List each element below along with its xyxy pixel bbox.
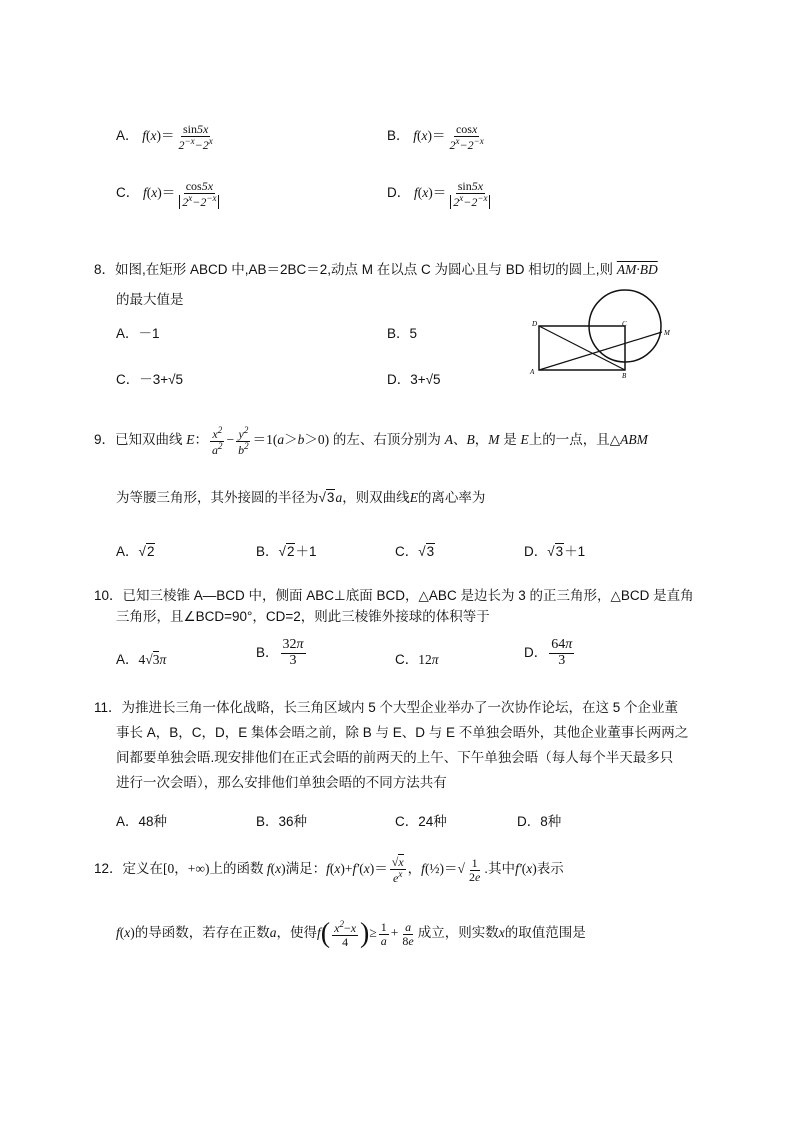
q10-option-d-value: $\frac{64\pi}{3}$	[551, 637, 573, 668]
q9-line2	[116, 486, 485, 506]
label-b: B	[622, 372, 627, 380]
label-m: M	[664, 329, 670, 337]
q11-line2: 事长 A，B，C，D，E 集体会晤之前，除 B 与 E、D 与 E 不单独会晤外，其他企业董事长两两之	[116, 725, 689, 740]
q11-line4: 进行一次会晤），那么安排他们单独会晤的不同方法共有	[116, 775, 447, 790]
q7-option-b-formula: f(x)＝ $\frac{\cos x}{2^x-2^{-x}}$	[413, 122, 484, 152]
q8-text: 如图,在矩形 ABCD 中,AB＝2BC＝2,动点 M 在以点 C 为圆心且与 BD 相切的圆上,则	[115, 262, 614, 277]
q11-option-c: C．24种	[395, 814, 447, 829]
q12-a: a	[269, 925, 277, 941]
q9-number: 9．	[94, 432, 116, 448]
q9-e: E	[520, 432, 529, 448]
q9-option-a-label: A．	[116, 544, 139, 559]
q9-stem	[94, 426, 648, 456]
label-c: C	[622, 320, 627, 328]
q10-option-c-value: 12π	[418, 652, 439, 667]
q7-option-c	[116, 180, 223, 208]
q11-option-b: B．36种	[256, 814, 308, 829]
q12-text4: .其中	[484, 861, 516, 877]
q9-points-ab: A、B，M	[444, 432, 500, 448]
q12-inequality: f( $\frac{x^2-x}{4}$ )≥ $\frac{1}{a}$ + $\frac{a}{8e}$	[317, 918, 414, 950]
q9-option-a	[116, 540, 155, 560]
q7-option-d-label: D．	[387, 185, 411, 201]
q12-fx2: f(x)	[116, 925, 135, 941]
label-d: D	[532, 320, 538, 328]
q12-line2b: ，使得	[276, 925, 318, 941]
q9-option-b	[256, 540, 316, 560]
q8-figure	[526, 288, 686, 380]
q10-option-c-label: C．	[395, 652, 419, 667]
q12-text1: 定义在	[122, 861, 164, 877]
q7-option-c-label: C．	[116, 185, 140, 201]
q8-text-end: 的最大值是	[116, 292, 184, 307]
q12-text5: 表示	[536, 861, 564, 877]
q12-line2	[116, 920, 586, 948]
q10-option-a-value: 4√3π	[138, 652, 167, 667]
q10-option-b-value: $\frac{32\pi}{3}$	[282, 637, 304, 668]
q9-option-a-value: √2	[138, 544, 155, 559]
q9-text2: 的左、右顶分别为	[332, 432, 441, 448]
q7-option-a	[116, 123, 217, 151]
q9-line2-end2: 的离心率为	[417, 490, 486, 505]
q9-option-d	[524, 540, 585, 560]
q12-fprime: f′(x)	[515, 861, 537, 877]
q9-hyperbola-formula: E： $\frac{x^2}{a^2}$ − $\frac{y^2}{b^2}$ ＝1(a＞b＞0)	[186, 425, 330, 457]
q10-option-c	[395, 648, 439, 668]
q9-option-b-label: B．	[256, 544, 279, 559]
q12-text3: 满足：	[285, 861, 327, 877]
q8-vector: AM·BD	[616, 262, 658, 277]
q12-interval: [0，+∞)	[163, 861, 210, 877]
q10-option-a	[116, 648, 166, 668]
q9-option-c-value: √3	[418, 544, 435, 559]
q10-option-b-label: B．	[256, 644, 279, 660]
q9-option-d-value: √3＋1	[547, 544, 586, 559]
q9-option-d-label: D．	[524, 544, 548, 559]
q12-line2a: 的导函数，若存在正数	[134, 925, 270, 941]
q7-option-b-label: B．	[387, 128, 410, 144]
q7-option-c-formula: f(x)＝ $\frac{\cos 5x}{2^x-2^{-x}}$	[143, 185, 223, 200]
q9-option-c-label: C．	[395, 544, 419, 559]
q9-line2-end: ，则双曲线	[342, 490, 410, 505]
q10-option-d	[524, 638, 576, 668]
q12-equation: f(x)+f′(x)＝ $\frac{√x}{e^x}$ ，f(½)＝√ $\frac{1}{2e}$	[326, 855, 481, 885]
q9-text3: 是	[503, 432, 517, 448]
q10-option-a-label: A．	[116, 652, 139, 667]
q9-text1: 已知双曲线	[115, 432, 183, 448]
q9-triangle: △ABM	[609, 432, 648, 448]
q11-line1: 11．为推进长三角一体化战略，长三角区域内 5 个大型企业举办了一次协作论坛，在这 5 个企业董	[94, 700, 679, 715]
q7-option-d	[387, 180, 494, 208]
q12-line2c: 成立，则实数	[417, 925, 499, 941]
q12-line1	[94, 856, 564, 884]
q12-x: x	[498, 925, 505, 941]
label-a: A	[530, 368, 535, 376]
q8-option-a: A．－1	[116, 326, 160, 341]
q10-line2: 三角形，且∠BCD=90°，CD=2，则此三棱锥外接球的体积等于	[116, 609, 490, 624]
q12-number: 12．	[94, 861, 123, 877]
q9-option-b-value: √2＋1	[278, 544, 317, 559]
q9-text4: 上的一点，且	[528, 432, 610, 448]
q12-text2: 上的函数	[209, 861, 264, 877]
q10-option-b	[256, 638, 308, 668]
q9-line2-text: 为等腰三角形，其外接圆的半径为	[116, 490, 319, 505]
q12-line2d: 的取值范围是	[504, 925, 586, 941]
q10-line1: 10．已知三棱锥 A—BCD 中，侧面 ABC⊥底面 BCD，△ABC 是边长为 3 的正三角形，△BCD 是直角	[94, 588, 694, 603]
q9-option-c	[395, 540, 435, 560]
q11-line3: 间都要单独会晤.现安排他们在正式会晤的前两天的上午、下午单独会晤（每人每个半天最多只	[116, 750, 674, 765]
q11-option-a: A．48种	[116, 814, 168, 829]
q12-fx: f(x)	[263, 861, 286, 877]
q8-option-c: C．－3+√5	[116, 372, 184, 387]
q8-option-d: D．3+√5	[387, 372, 441, 387]
q8-stem	[94, 258, 658, 278]
q7-option-b	[387, 123, 488, 151]
q7-option-a-label: A．	[116, 128, 139, 144]
q9-e2: E	[409, 490, 418, 505]
segment-am	[539, 332, 662, 370]
q7-option-d-formula: f(x)＝ $\frac{\sin 5x}{2^x-2^{-x}}$	[414, 185, 494, 200]
q8-number: 8．	[94, 262, 116, 277]
q9-radius: √3a	[318, 490, 343, 505]
q8-option-b: B．5	[387, 326, 418, 341]
q10-option-d-label: D．	[524, 644, 548, 660]
q11-option-d: D．8种	[517, 814, 562, 829]
q7-option-a-formula: f(x)＝ $\frac{\sin 5x}{2^{-x}-2^x}$	[142, 122, 213, 152]
